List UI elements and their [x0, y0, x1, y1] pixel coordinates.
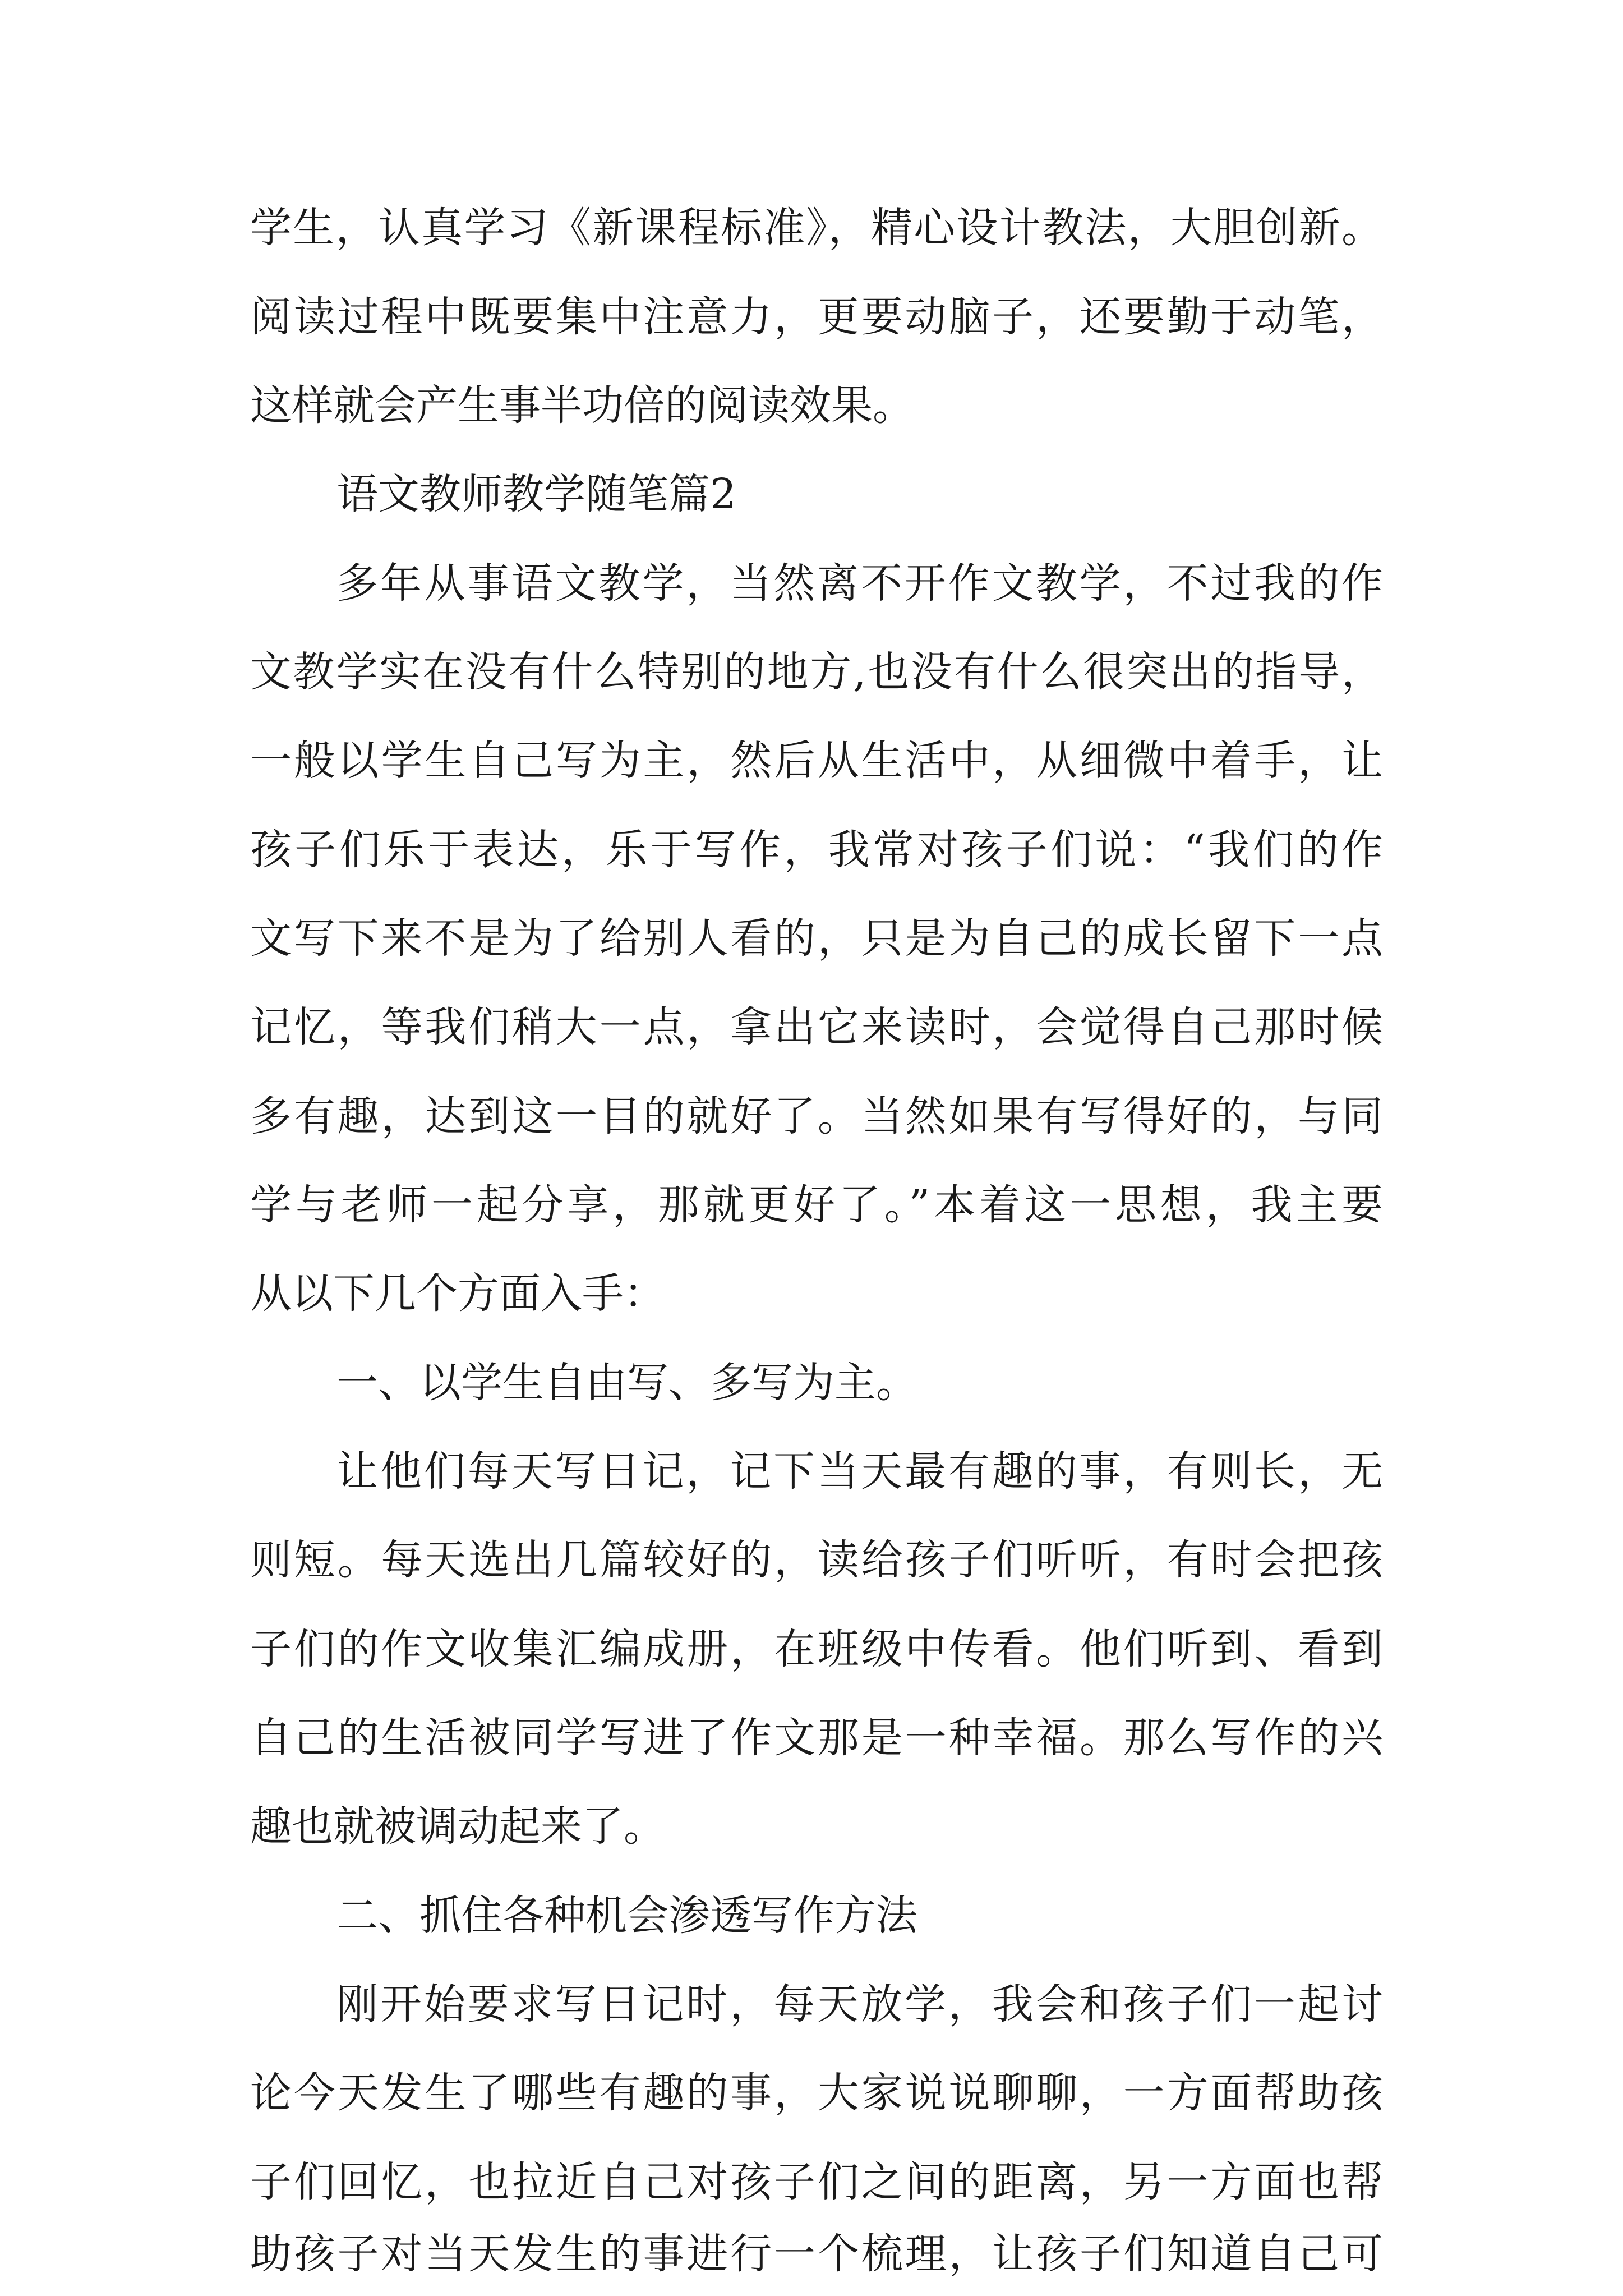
section-heading: 语文教师教学随笔篇2	[336, 470, 737, 518]
text-line: 学与老师一起分享，那就更好了。”本着这一思想，我主要	[250, 1181, 1383, 1229]
text-line: 一般以学生自己写为主，然后从生活中，从细微中着手，让	[250, 737, 1383, 785]
text-line: 从以下几个方面入手：	[250, 1269, 665, 1318]
text-line: 学生，认真学习《新课程标准》，精心设计教法，大胆创新。	[250, 204, 1383, 252]
text-line: 阅读过程中既要集中注意力，更要动脑子，还要勤于动笔，	[250, 293, 1383, 341]
text-line: 多年从事语文教学，当然离不开作文教学，不过我的作	[336, 559, 1383, 608]
text-line: 多有趣，达到这一目的就好了。当然如果有写得好的，与同	[250, 1092, 1383, 1140]
text-line: 孩子们乐于表达，乐于写作，我常对孩子们说：“我们的作	[250, 826, 1383, 874]
text-line: 让他们每天写日记，记下当天最有趣的事，有则长，无	[336, 1447, 1383, 1496]
text-line: 论今天发生了哪些有趣的事，大家说说聊聊，一方面帮助孩	[250, 2069, 1383, 2117]
text-line: 自己的生活被同学写进了作文那是一种幸福。那么写作的兴	[250, 1714, 1383, 1762]
subheading: 一、以学生自由写、多写为主。	[336, 1359, 917, 1407]
text-line: 助孩子对当天发生的事进行一个梳理，让孩子们知道自己可	[250, 2230, 1383, 2278]
text-line: 则短。每天选出几篇较好的，读给孩子们听听，有时会把孩	[250, 1536, 1383, 1584]
text-line: 子们回忆，也拉近自己对孩子们之间的距离，另一方面也帮	[250, 2158, 1383, 2206]
text-line: 文写下来不是为了给别人看的，只是为自己的成长留下一点	[250, 914, 1383, 963]
text-line: 记忆，等我们稍大一点，拿出它来读时，会觉得自己那时候	[250, 1003, 1383, 1051]
text-line: 趣也就被调动起来了。	[250, 1802, 665, 1851]
subheading: 二、抓住各种机会渗透写作方法	[336, 1892, 917, 1940]
text-line: 文教学实在没有什么特别的地方,也没有什么很突出的指导，	[250, 648, 1383, 696]
text-line: 这样就会产生事半功倍的阅读效果。	[250, 381, 914, 430]
text-line: 子们的作文收集汇编成册，在班级中传看。他们听到、看到	[250, 1625, 1383, 1673]
text-line: 刚开始要求写日记时，每天放学，我会和孩子们一起讨	[336, 1980, 1383, 2028]
